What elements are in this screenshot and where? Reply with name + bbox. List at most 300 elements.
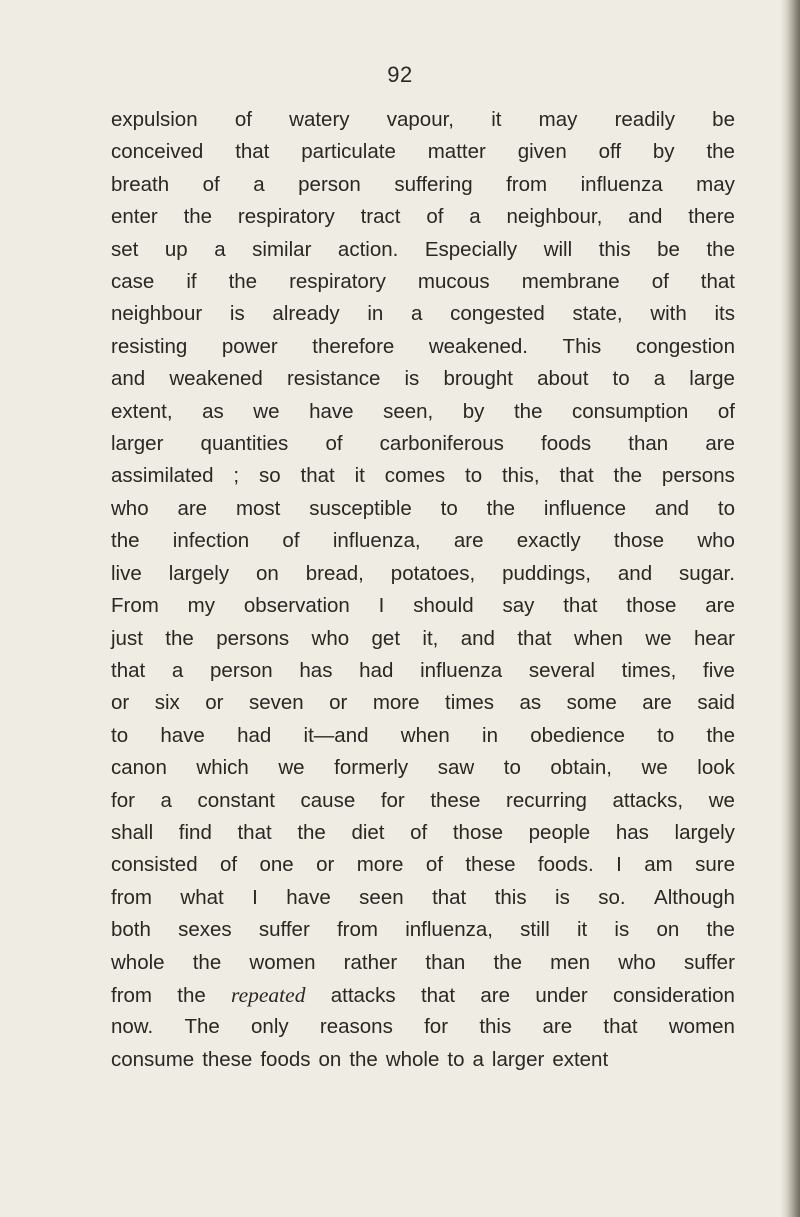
word: saw — [437, 756, 475, 780]
word: on — [656, 918, 680, 942]
word: had — [359, 658, 394, 682]
word: larger — [491, 1047, 545, 1071]
word: more — [356, 853, 404, 877]
word: obtain, — [550, 756, 612, 780]
word: the — [177, 983, 206, 1007]
word: set — [111, 237, 139, 261]
word: readily — [614, 108, 675, 131]
word: This — [562, 334, 602, 358]
word: large — [689, 367, 735, 391]
word: and — [654, 496, 690, 520]
word: under — [535, 983, 588, 1007]
word: those — [613, 529, 665, 553]
word: more — [372, 691, 420, 715]
word: cause — [300, 788, 356, 812]
word: a — [653, 367, 666, 391]
word: who — [111, 496, 149, 520]
word: both — [111, 918, 151, 942]
word: suffer — [684, 950, 735, 974]
word: consumption — [572, 399, 689, 423]
word: this, — [501, 464, 540, 488]
text-line — [111, 724, 735, 756]
word: that — [603, 1015, 638, 1039]
word: congestion — [635, 334, 735, 358]
word: extent — [552, 1047, 609, 1071]
word: than — [628, 432, 669, 456]
word: watery — [289, 108, 350, 131]
word: attacks, — [612, 788, 684, 812]
word: largely — [674, 820, 735, 844]
word: persons — [661, 464, 735, 488]
body-text — [111, 108, 735, 1080]
word: for — [424, 1015, 449, 1039]
text-line — [111, 173, 735, 205]
word: foods. — [537, 853, 594, 877]
text-line — [111, 205, 735, 237]
word: the — [349, 1047, 378, 1071]
word: brought — [443, 367, 513, 391]
text-line — [111, 659, 735, 691]
text-line — [111, 529, 735, 561]
word: puddings, — [502, 561, 591, 585]
word: consisted — [111, 853, 198, 877]
word: it, — [422, 626, 439, 650]
word: carboniferous — [379, 432, 504, 456]
word: we — [708, 788, 735, 812]
word: by — [462, 399, 485, 423]
word: that — [237, 820, 272, 844]
word: this — [494, 885, 527, 909]
word: the — [706, 140, 735, 164]
word: consume — [111, 1047, 195, 1071]
word: look — [697, 756, 735, 780]
word: the — [706, 918, 735, 942]
word: I — [616, 853, 622, 877]
word: person — [210, 658, 273, 682]
word: if — [186, 270, 197, 294]
word: on — [256, 561, 279, 585]
word: of — [202, 172, 220, 196]
word: From — [111, 594, 159, 618]
word: particulate — [301, 140, 396, 164]
word: influenza, — [332, 529, 421, 553]
word: from — [111, 885, 152, 909]
word: we — [645, 626, 672, 650]
word: and — [111, 367, 146, 391]
word: have — [286, 885, 331, 909]
word: case — [111, 270, 155, 294]
word: seen — [359, 885, 404, 909]
word: than — [425, 950, 466, 974]
text-line — [111, 756, 735, 788]
word: influenza, — [405, 918, 493, 942]
text-line — [111, 1015, 735, 1047]
word: that — [235, 140, 270, 164]
word: a — [171, 658, 184, 682]
text-line — [111, 594, 735, 626]
word: congested — [450, 302, 545, 326]
word: or — [205, 691, 224, 715]
word: am — [644, 853, 673, 877]
word: that — [559, 464, 594, 488]
word: the — [165, 626, 194, 650]
word: weakened. — [428, 334, 529, 358]
word: some — [566, 691, 617, 715]
word: the — [706, 723, 735, 747]
word: what — [180, 885, 224, 909]
word: larger — [111, 432, 164, 456]
word: it — [491, 108, 502, 131]
word: find — [178, 820, 212, 844]
text-line — [111, 691, 735, 723]
text-line — [111, 562, 735, 594]
word: to — [612, 367, 630, 391]
word: reasons — [319, 1015, 393, 1039]
word: women — [668, 1015, 735, 1039]
word: attacks — [330, 983, 396, 1007]
word: resistance — [286, 367, 381, 391]
italic-word: repeated — [231, 982, 306, 1007]
word: still — [520, 918, 550, 942]
word: who — [311, 626, 350, 650]
word: as — [202, 399, 224, 423]
word: matter — [427, 140, 486, 164]
word: Especially — [424, 237, 518, 261]
word: that — [563, 594, 598, 618]
word: influenza — [420, 658, 503, 682]
text-line — [111, 302, 735, 334]
word: as — [519, 691, 542, 715]
word: are — [480, 983, 511, 1007]
text-line — [111, 1048, 735, 1080]
word: are — [453, 529, 484, 553]
word: therefore — [312, 334, 395, 358]
text-line — [111, 918, 735, 950]
word: are — [177, 496, 208, 520]
text-line — [111, 400, 735, 432]
word: seven — [248, 691, 304, 715]
word: enter — [111, 205, 158, 229]
word: it — [354, 464, 365, 488]
word: quantities — [200, 432, 289, 456]
text-line — [111, 821, 735, 853]
text-line — [111, 238, 735, 270]
text-line — [111, 464, 735, 496]
word: diet — [351, 820, 385, 844]
word: has — [615, 820, 649, 844]
word: or — [316, 853, 335, 877]
word: so — [259, 464, 281, 488]
word: Although — [654, 885, 735, 909]
word: with — [650, 302, 687, 326]
word: assimilated — [111, 464, 214, 488]
word: who — [618, 950, 656, 974]
word: similar — [252, 237, 312, 261]
word: to — [503, 756, 521, 780]
word: recurring — [506, 788, 587, 812]
word: to — [447, 1047, 465, 1071]
word: ; — [233, 464, 240, 488]
word: neighbour — [111, 302, 203, 326]
word: susceptible — [309, 496, 412, 520]
word: are — [542, 1015, 573, 1039]
word: vapour, — [386, 108, 454, 131]
word: times — [445, 691, 494, 715]
word: to — [717, 496, 735, 520]
word: the — [706, 237, 735, 261]
word: said — [697, 691, 735, 715]
word: there — [688, 205, 735, 229]
word: the — [183, 205, 213, 229]
word: hear — [693, 626, 735, 650]
word: is — [229, 302, 245, 326]
word: The — [184, 1015, 220, 1039]
word: is — [404, 367, 420, 391]
word: should — [413, 594, 474, 618]
word: shall — [111, 820, 154, 844]
text-line — [111, 853, 735, 885]
word: comes — [384, 464, 446, 488]
word: men — [550, 950, 591, 974]
word: my — [187, 594, 215, 618]
text-line — [111, 270, 735, 302]
word: will — [543, 237, 573, 261]
word: in — [367, 302, 384, 326]
word: the — [486, 496, 516, 520]
word: one — [259, 853, 294, 877]
word: a — [160, 788, 172, 812]
word: when — [573, 626, 623, 650]
word: foods — [541, 432, 592, 456]
word: I — [378, 594, 385, 618]
word: largely — [168, 561, 230, 585]
text-line — [111, 108, 735, 140]
word: formerly — [334, 756, 409, 780]
word: exactly — [516, 529, 581, 553]
word: I — [252, 885, 258, 909]
word: whole — [111, 950, 165, 974]
word: the — [513, 399, 543, 423]
word: the — [297, 820, 326, 844]
word: suffer — [258, 918, 310, 942]
word: to — [657, 723, 675, 747]
page-edge-shadow — [780, 0, 800, 1217]
word: is — [555, 885, 570, 909]
word: most — [235, 496, 281, 520]
word: seen, — [383, 399, 434, 423]
word: get — [371, 626, 401, 650]
word: canon — [111, 756, 167, 780]
text-line — [111, 789, 735, 821]
word: which — [196, 756, 249, 780]
word: mucous — [417, 270, 490, 294]
word: a — [469, 205, 481, 229]
word: of — [717, 399, 735, 423]
word: given — [517, 140, 567, 164]
word: it—and — [303, 723, 369, 747]
word: be — [657, 237, 680, 261]
word: may — [696, 172, 735, 196]
word: to — [440, 496, 458, 520]
word: power — [221, 334, 278, 358]
word: already — [272, 302, 340, 326]
word: of — [426, 205, 444, 229]
word: that — [420, 983, 456, 1007]
word: tract — [360, 205, 401, 229]
word: several — [528, 658, 595, 682]
word: a — [472, 1047, 484, 1071]
word: rather — [343, 950, 398, 974]
word: may — [538, 108, 578, 131]
word: women — [249, 950, 316, 974]
word: conceived — [111, 140, 204, 164]
word: up — [164, 237, 188, 261]
word: from — [336, 918, 378, 942]
word: of — [220, 853, 238, 877]
word: of — [325, 432, 343, 456]
word: influenza — [580, 172, 663, 196]
word: observation — [243, 594, 350, 618]
word: to — [465, 464, 483, 488]
word: or — [329, 691, 348, 715]
word: whole — [385, 1047, 440, 1071]
word: who — [697, 529, 735, 553]
word: these — [465, 853, 516, 877]
word: respiratory — [237, 205, 335, 229]
word: the — [493, 950, 522, 974]
word: a — [411, 302, 423, 326]
word: is — [614, 918, 630, 942]
word: we — [641, 756, 668, 780]
word: suffering — [394, 172, 473, 196]
word: resisting — [111, 334, 188, 358]
word: when — [400, 723, 450, 747]
word: extent, — [111, 399, 173, 423]
text-line — [111, 497, 735, 529]
text-line — [111, 335, 735, 367]
word: of — [410, 820, 428, 844]
word: or — [111, 691, 130, 715]
word: obedience — [530, 723, 625, 747]
text-line — [111, 432, 735, 464]
word: influence — [543, 496, 626, 520]
word: a — [214, 237, 226, 261]
word: the — [192, 950, 222, 974]
word: had — [237, 723, 272, 747]
word: of — [651, 270, 669, 294]
word: this — [598, 237, 631, 261]
word: sugar. — [679, 561, 735, 585]
word: are — [705, 594, 735, 618]
text-line — [111, 886, 735, 918]
word: potatoes, — [390, 561, 476, 585]
word: a — [253, 172, 265, 196]
word: constant — [197, 788, 275, 812]
word: the — [228, 270, 258, 294]
text-line — [111, 367, 735, 399]
word: by — [652, 140, 675, 164]
word: have — [309, 399, 354, 423]
word: people — [528, 820, 591, 844]
word: live — [111, 561, 142, 585]
word: now. — [111, 1015, 154, 1039]
word: just — [111, 626, 143, 650]
text-line — [111, 951, 735, 983]
word: this — [479, 1015, 512, 1039]
word: from — [506, 172, 548, 196]
word: and — [617, 561, 653, 585]
word: that — [700, 270, 735, 294]
word: and — [628, 205, 663, 229]
word: we — [278, 756, 305, 780]
word: only — [251, 1015, 289, 1039]
word: that — [517, 626, 552, 650]
word: to — [111, 723, 129, 747]
word: are — [642, 691, 672, 715]
word: six — [154, 691, 180, 715]
word: action. — [337, 237, 399, 261]
word: its — [714, 302, 735, 326]
word: those — [626, 594, 677, 618]
word: membrane — [521, 270, 620, 294]
word: has — [299, 658, 333, 682]
word: sexes — [178, 918, 232, 942]
word: the — [111, 529, 140, 553]
word: in — [482, 723, 498, 747]
word: the — [613, 464, 643, 488]
word: it — [576, 918, 588, 942]
word: respiratory — [289, 270, 386, 294]
word: expulsion — [111, 108, 198, 131]
word: so. — [598, 885, 626, 909]
word: and — [460, 626, 495, 650]
word: these — [430, 788, 481, 812]
word: for — [380, 788, 405, 812]
word: neighbour, — [506, 205, 603, 229]
word: persons — [216, 626, 290, 650]
word: of — [425, 853, 443, 877]
word: for — [111, 788, 135, 812]
word: these — [202, 1047, 253, 1071]
word: about — [537, 367, 589, 391]
word: foods — [260, 1047, 311, 1071]
word: weakened — [169, 367, 263, 391]
word: bread, — [305, 561, 364, 585]
page-number: 92 — [387, 62, 413, 87]
word: say — [502, 594, 535, 618]
word: sure — [695, 853, 735, 877]
word: off — [598, 140, 622, 164]
word: of — [282, 529, 300, 553]
word: consideration — [613, 983, 735, 1007]
text-line — [111, 627, 735, 659]
word: have — [160, 723, 205, 747]
text-line — [111, 983, 735, 1015]
word: are — [705, 432, 735, 456]
word: we — [253, 399, 280, 423]
word: five — [703, 658, 735, 682]
word: on — [318, 1047, 342, 1071]
word: be — [712, 108, 735, 131]
word: breath — [111, 172, 170, 196]
word: that — [432, 885, 467, 909]
word: that — [300, 464, 335, 488]
word: of — [234, 108, 252, 131]
word: from — [111, 983, 152, 1007]
word: times, — [621, 658, 677, 682]
word: state, — [572, 302, 623, 326]
word: infection — [172, 529, 250, 553]
